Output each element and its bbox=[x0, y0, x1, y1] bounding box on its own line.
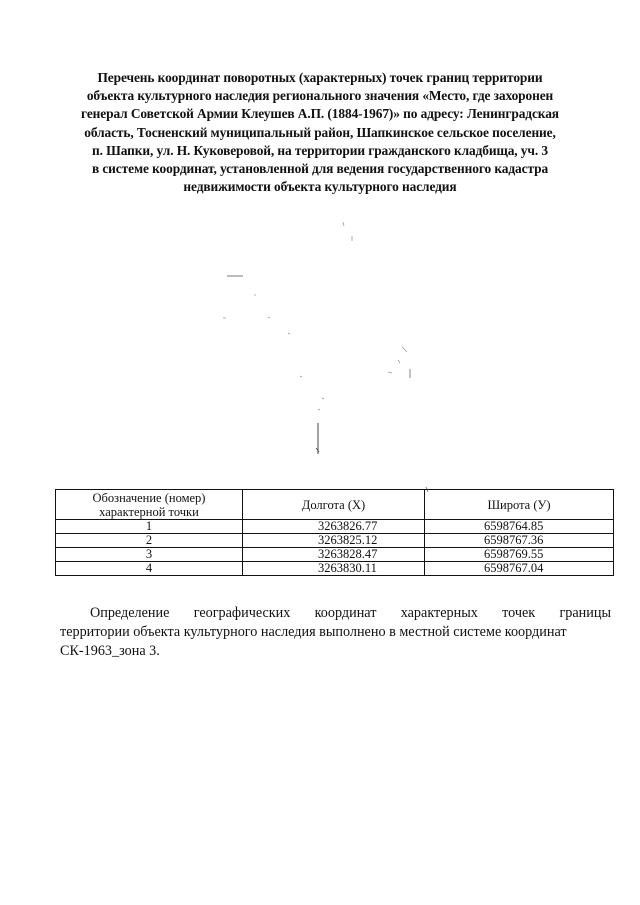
header-point-line2: характерной точки bbox=[99, 504, 199, 519]
header-point-line1: Обозначение (номер) bbox=[92, 490, 206, 505]
cell-longitude: 3263828.47 bbox=[243, 548, 425, 562]
cell-point: 1 bbox=[56, 520, 243, 534]
note-word: точек bbox=[502, 605, 536, 621]
title-line: недвижимости объекта культурного наследия bbox=[183, 179, 457, 195]
table-row bbox=[56, 548, 614, 562]
title-line: Перечень координат поворотных (характерных) точек границ территории bbox=[97, 70, 543, 85]
title-line: объекта культурного наследия регионального значения «Место, где захоронен bbox=[86, 88, 554, 104]
header-point-number bbox=[56, 490, 243, 520]
note-line-3: СК-1963_зона 3. bbox=[60, 642, 160, 659]
note-line-1 bbox=[60, 604, 611, 623]
header-longitude: Долгота (X) bbox=[243, 490, 425, 520]
table-row bbox=[56, 534, 614, 548]
cell-point: 3 bbox=[56, 548, 243, 562]
cell-point: 4 bbox=[56, 562, 243, 576]
note-word: границы bbox=[559, 605, 611, 621]
header-latitude: Широта (У) bbox=[425, 490, 614, 520]
note-word: Определение bbox=[90, 605, 170, 621]
cell-longitude: 3263830.11 bbox=[243, 562, 425, 576]
cell-latitude: 6598767.36 bbox=[425, 534, 614, 548]
title-line: генерал Советской Армии Клеушев А.П. (1884-1967)» по адресу: Ленинградская bbox=[81, 106, 559, 122]
cell-latitude: 6598769.55 bbox=[425, 548, 614, 562]
cell-latitude: 6598764.85 bbox=[425, 520, 614, 534]
title-line: в системе координат, установленной для ведения государственного кадастра bbox=[91, 161, 549, 177]
coordinates-table bbox=[55, 489, 614, 576]
note-paragraph bbox=[60, 604, 611, 660]
table-header-row bbox=[56, 490, 614, 520]
cell-longitude: 3263826.77 bbox=[243, 520, 425, 534]
cell-longitude: 3263825.12 bbox=[243, 534, 425, 548]
note-word: координат bbox=[314, 605, 377, 621]
title-line: область, Тосненский муниципальный район, Шапкинское сельское поселение, bbox=[84, 124, 556, 140]
table-row bbox=[56, 520, 614, 534]
title-line: п. Шапки, ул. Н. Куковеровой, на территории гражданского кладбища, уч. 3 bbox=[92, 142, 548, 158]
note-line-2: территории объекта культурного наследия выполнено в местной системе координат bbox=[60, 623, 567, 640]
cell-point: 2 bbox=[56, 534, 243, 548]
cell-latitude: 6598767.04 bbox=[425, 562, 614, 576]
note-word: географических bbox=[193, 605, 291, 621]
table-row bbox=[56, 562, 614, 576]
document-title bbox=[50, 69, 590, 196]
note-word: характерных bbox=[400, 605, 478, 621]
